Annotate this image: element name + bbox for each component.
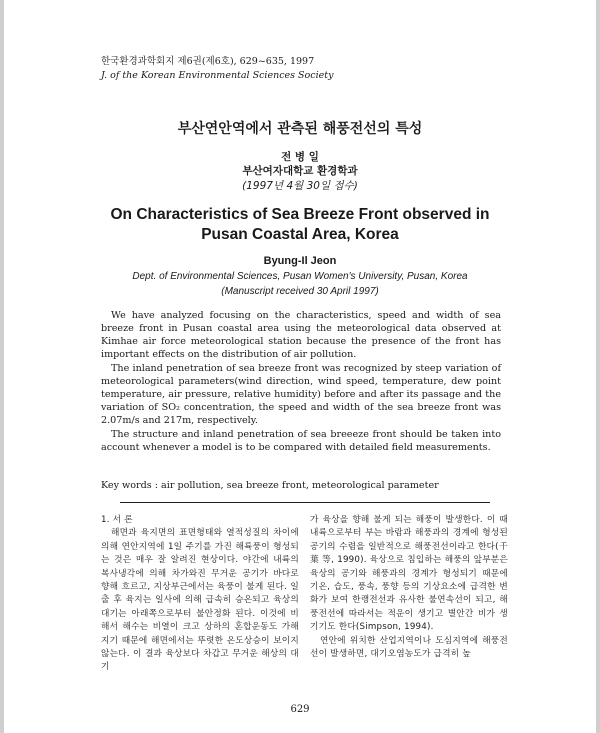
affiliation-kr: 부산여자대학교 환경학과: [242, 165, 358, 177]
paper-title-kr: 부산연안역에서 관측된 해풍전선의 특성: [177, 121, 423, 137]
journal-citation-kr: 한국환경과학회지 제6권(제6호), 629~635, 1997: [101, 56, 315, 67]
affiliation-en: Dept. of Environmental Sciences, Pusan Women's University, Pusan, Korea: [132, 271, 468, 282]
journal-citation-en: J. of the Korean Environmental Sciences Society: [101, 70, 334, 81]
body-paragraph: 연안에 위치한 산업지역이나 도심지역에 해풍전선이 발생하면, 대기오염농도가 급격히 높: [310, 635, 508, 660]
abstract-paragraph: The structure and inland penetration of sea breeeze front should be taken into account whenever a model is to be compared with detailed field measurements.: [101, 429, 501, 453]
abstract-paragraph: We have analyzed focusing on the characteristics, speed and width of sea breeze front in Pusan coastal area using the meteorological data observed at Kimhae air force meteorological station because the presence of the front has important effects on the distribution of air pollution.: [101, 310, 501, 360]
author-en: Byung-Il Jeon: [263, 255, 337, 267]
received-date-kr: (1997년 4월 30일 접수): [242, 180, 358, 192]
body-paragraph: 해면과 육지면의 표면형태와 열적성질의 차이에 의해 연안지역에 1일 주기를 가진 해륙풍이 형성되는 것은 매우 잘 알려진 현상이다. 야간에 내륙의 복사냉각에 의해 차가와진 무거운 공기가 바다로 향해 흐르고, 지상부근에서는 육풍이 불게 된다. 일출 후 육지는 일사에 의해 급속히 승온되고 육상의 대기는 아래쪽으로부터 불안정화 된다. 이것에 비해서 해수는 비열이 크고 상하의 혼합운동도 가해지기 때문에 해면에서는 뚜렷한 온도상승이 보이지 않는다. 이 결과 육상보다 차갑고 무거운 해상의 대기: [101, 528, 299, 673]
abstract-paragraph: The inland penetration of sea breeze front was recognized by steep variation of meteorological parameters(wind direction, wind speed, temperature, dew point temperature, air pressure, relative humidity) before and after its passage and the variation of SO₂ concentration, the speed and width of the sea breeze front was 2.07m/s and 217m, respectively.: [101, 363, 501, 426]
scan-edge-right: [596, 0, 600, 733]
body-paragraph: 가 육상을 향해 불게 되는 해풍이 발생한다. 이 때 내륙으로부터 부는 바람과 해풍과의 경계에 형성된 공기의 수렴을 일반적으로 해풍전선이라고 한다(千葉 等, 1990). 육상으로 침입하는 해풍의 앞부분은 육상의 공기와 해풍과의 경계가 형성되기 때문에 기온, 습도, 풍속, 풍향 등의 기상요소에 급격한 변화가 보여 한랭전선과 유사한 불연속선이 되고, 해풍전선에 따라서는 적운이 생기고 별안간 비가 생기기도 한다(Simpson, 1994).: [310, 515, 508, 633]
section-heading: 1. 서 론: [101, 515, 133, 525]
received-date-en: (Manuscript received 30 April 1997): [221, 286, 379, 297]
paper-title-en-line1: On Characteristics of Sea Breeze Front observed in: [110, 206, 490, 223]
page-number: 629: [290, 704, 310, 715]
body-column-left: [101, 514, 299, 675]
author-kr: 전 병 일: [281, 151, 319, 163]
abstract: [101, 309, 501, 454]
paper-title-en-line2: Pusan Coastal Area, Korea: [201, 226, 399, 243]
keywords: Key words : air pollution, sea breeze front, meteorological parameter: [101, 480, 439, 491]
scan-edge-left: [0, 0, 4, 733]
section-divider: [120, 502, 490, 503]
paper-title-en: [0, 205, 600, 245]
body-column-right: [310, 514, 508, 661]
